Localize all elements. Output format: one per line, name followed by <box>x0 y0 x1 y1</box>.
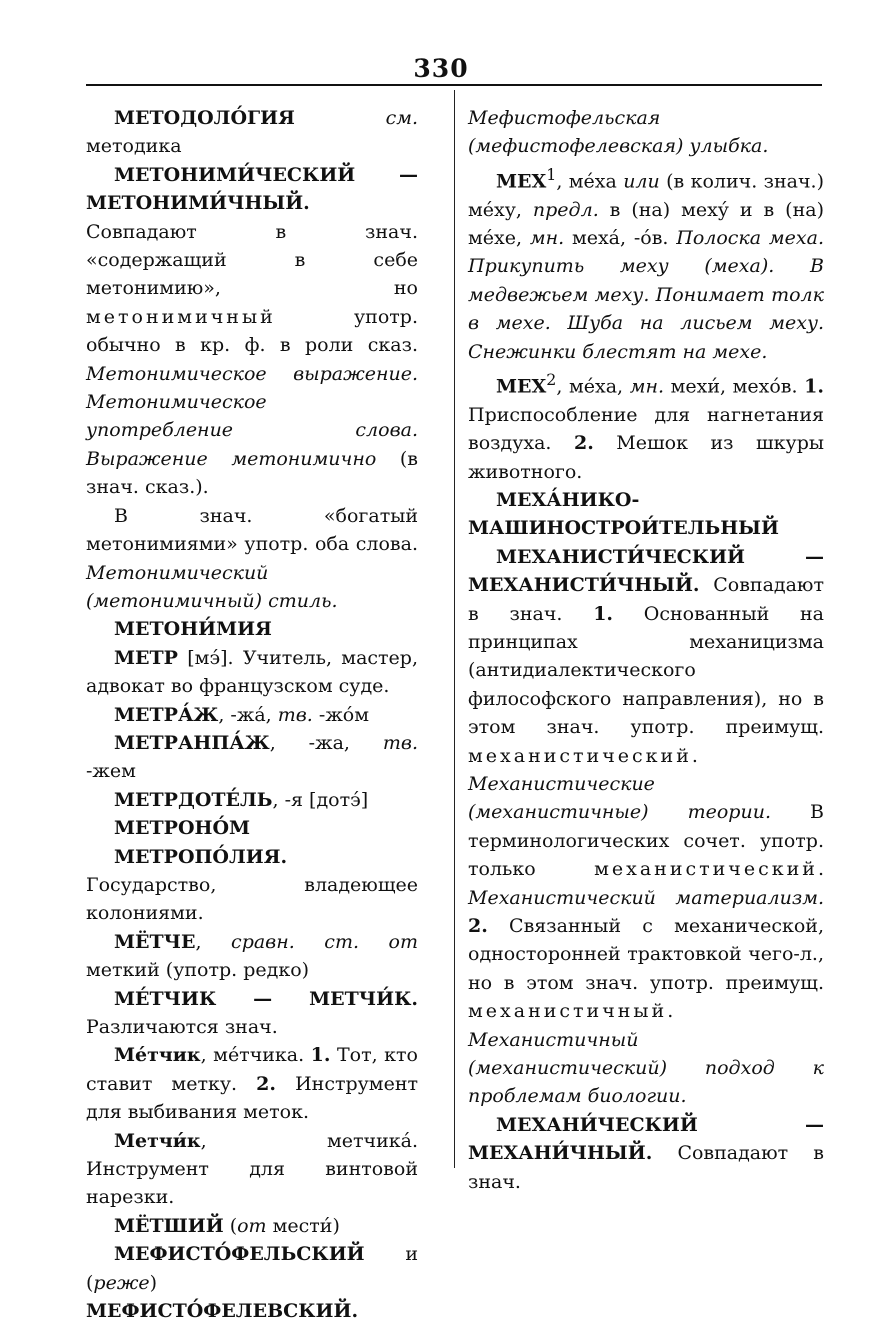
left-column-entry: МЕ́ТЧИК — МЕТЧИ́К. Различаются знач. <box>86 987 418 1038</box>
right-column-entry: МЕХ$^1$, ме́ха или (в колич. знач.) ме́ху, предл. в (на) меху́ и в (на) ме́хе, мн. меха́, -о́в. Полоска меха. Прикупить меху (меха). В медвежьем меху. Понимает толк в мехе. Шуба на лисьем меху. Снежинки блестят на мехе. <box>468 164 824 363</box>
left-column-entry: МЕТРА́Ж, -жа́, тв. -жо́м <box>114 703 370 726</box>
right-column-entry: МЕХА́НИКО-МАШИНОСТРОИ́ТЕЛЬНЫЙ <box>468 488 779 540</box>
right-column-entry: МЕХАНИ́ЧЕСКИЙ — МЕХАНИ́ЧНЫЙ. Совпадают в знач. <box>468 1113 824 1193</box>
left-column-entry: МЁТШИЙ (от мести́) <box>114 1214 340 1237</box>
right-column-entry: МЕХАНИСТИ́ЧЕСКИЙ — МЕХАНИСТИ́ЧНЫЙ. Совпадают в знач. 1. Основанный на принципах механицизма (антидиалектического философского направления), но в этом знач. употр. преимущ. механистический. Механистические (механистичные) теории. В терминологических сочет. употр. только механистический. Механистический материализм. 2. Связанный с механической, односторонней трактовкой чего-л., но в этом знач. употр. преимущ. механистичный. Механистичный (механистический) подход к проблемам биологии. <box>468 545 825 1108</box>
left-column-entry: В знач. «богатый метонимиями» употр. оба слова. Метонимический (метонимичный) стиль. <box>86 504 418 612</box>
right-column-entry: МЕХ$^2$, ме́ха, мн. мехи́, мехо́в. 1. Приспособление для нагнетания воздуха. 2. Мешок из шкуры животного. <box>468 369 825 483</box>
left-column <box>86 104 418 1325</box>
header-rule <box>86 84 822 86</box>
right-column <box>468 104 824 1196</box>
column-divider <box>454 90 455 1168</box>
right-column-entry: Мефистофельская (мефистофелевская) улыбка. <box>468 107 769 158</box>
left-column-entry: МЕФИСТО́ФЕЛЬСКИЙ и (реже) МЕФИСТО́ФЕЛЕВСКИЙ. <box>86 1243 418 1323</box>
left-column-entry: МЕТОДОЛО́ГИЯ см. методика <box>86 107 418 158</box>
left-column-entry: МЕТРОПО́ЛИЯ. Государство, владеющее колониями. <box>86 845 418 925</box>
left-column-entry: МЕТОНИМИ́ЧЕСКИЙ — МЕТОНИМИ́ЧНЫЙ. Совпадают в знач. «содержащий в себе метонимию», но метонимичный употр. обычно в кр. ф. в роли сказ. Метонимическое выражение. Метонимическое употребление слова. Выражение метонимично (в знач. сказ.). <box>86 163 418 499</box>
left-column-entry: МЕТРАНПА́Ж, -жа, тв. -жем <box>86 731 418 783</box>
left-column-entry: Метчи́к, метчика́. Инструмент для винтовой нарезки. <box>86 1129 418 1209</box>
page-number: 330 <box>413 54 469 83</box>
left-column-entry: МЁТЧЕ, сравн. ст. от меткий (употр. редко) <box>86 930 418 982</box>
left-column-entry: МЕТРДОТЕ́ЛЬ, -я [дотэ́] <box>114 788 369 811</box>
left-column-entry: МЕТОНИ́МИЯ <box>114 618 272 641</box>
left-column-entry: Ме́тчик, ме́тчика. 1. Тот, кто ставит метку. 2. Инструмент для выбивания меток. <box>86 1044 419 1124</box>
left-column-entry: МЕТРОНО́М <box>114 817 251 840</box>
left-column-entry: МЕТР [мэ́]. Учитель, мастер, адвокат во французском суде. <box>86 646 418 698</box>
